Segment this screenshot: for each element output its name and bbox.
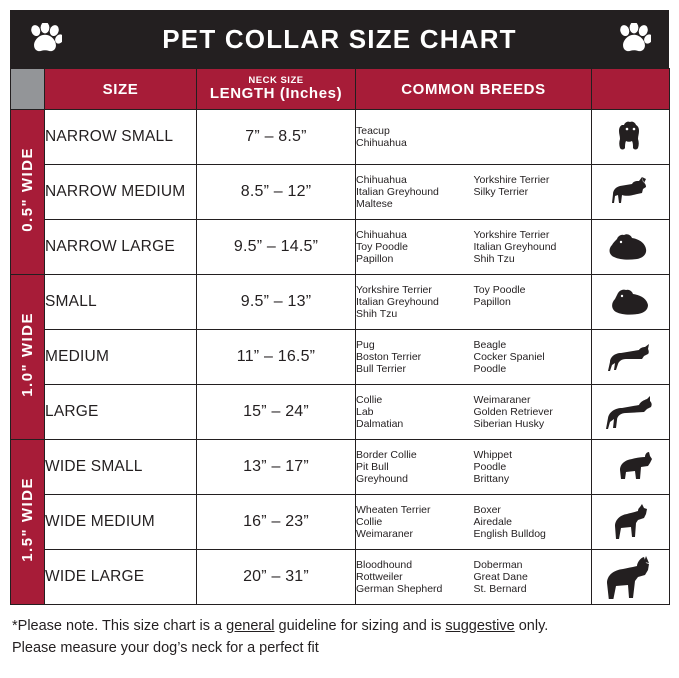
row-size: WIDE SMALL [45, 440, 197, 495]
breeds-column-right [474, 125, 592, 149]
table-row [11, 385, 670, 440]
chart-header [10, 10, 669, 68]
header-neck-size-label: NECK SIZE [248, 75, 304, 86]
breeds-column-left: Chihuahua Italian Greyhound Maltese [356, 174, 439, 210]
breeds-column-right: Beagle Cocker Spaniel Poodle [473, 339, 545, 375]
table-row [11, 440, 670, 495]
footnote [10, 615, 669, 659]
group-label-0-5-wide: 0.5" WIDE [11, 110, 45, 275]
breeds-column-right: Toy Poodle Papillon [473, 284, 526, 308]
breeds-column-left: Yorkshire Terrier Italian Greyhound Shih Tzu [356, 284, 439, 320]
row-breeds [356, 550, 592, 605]
row-breeds [356, 275, 592, 330]
row-length: 7” – 8.5” [197, 110, 356, 165]
paw-print-icon [617, 23, 651, 55]
header-breeds: COMMON BREEDS [356, 69, 592, 110]
dog-silhouette-chihuahua-icon [592, 165, 670, 220]
row-breeds [356, 440, 592, 495]
breeds-column-right: Boxer Airedale English Bulldog [473, 504, 546, 540]
row-breeds [356, 220, 592, 275]
header-length-label: LENGTH (Inches) [209, 85, 343, 102]
dog-silhouette-retriever-icon [592, 385, 670, 440]
table-row [11, 275, 670, 330]
row-size: NARROW MEDIUM [45, 165, 197, 220]
table-row [11, 220, 670, 275]
row-length: 15” – 24” [197, 385, 356, 440]
breeds-column-left: Wheaten Terrier Collie Weimaraner [356, 504, 431, 540]
breeds-column-left: Border Collie Pit Bull Greyhound [356, 449, 417, 485]
header-size: SIZE [45, 69, 197, 110]
footnote-emphasis-suggestive: suggestive [445, 618, 515, 634]
table-row [11, 110, 670, 165]
row-breeds [356, 330, 592, 385]
table-row [11, 550, 670, 605]
header-icon-cell [592, 69, 670, 110]
table-row [11, 495, 670, 550]
paw-print-icon [28, 23, 62, 55]
row-length: 9.5” – 13” [197, 275, 356, 330]
dog-silhouette-pomeranian-icon [592, 220, 670, 275]
row-length: 9.5” – 14.5” [197, 220, 356, 275]
group-label-1-0-wide: 1.0" WIDE [11, 275, 45, 440]
breeds-column-right: Weimaraner Golden Retriever Siberian Husky [473, 394, 553, 430]
row-length: 16” – 23” [197, 495, 356, 550]
breeds-column-right: Whippet Poodle Brittany [473, 449, 513, 485]
breeds-column-left: Teacup Chihuahua [356, 125, 407, 149]
row-breeds [356, 165, 592, 220]
row-breeds [356, 385, 592, 440]
breeds-column-left: Pug Boston Terrier Bull Terrier [356, 339, 422, 375]
footnote-text-a: *Please note. This size chart is a [12, 618, 227, 634]
row-breeds [356, 110, 592, 165]
row-size: NARROW SMALL [45, 110, 197, 165]
row-size: WIDE MEDIUM [45, 495, 197, 550]
row-length: 20” – 31” [197, 550, 356, 605]
size-chart-table [10, 68, 670, 605]
footnote-line-1 [12, 615, 669, 637]
footnote-emphasis-general: general [226, 618, 275, 634]
breeds-column-left: Collie Lab Dalmatian [356, 394, 404, 430]
dog-silhouette-boxer-icon [592, 495, 670, 550]
table-row [11, 330, 670, 385]
breeds-column-right: Yorkshire Terrier Silky Terrier [473, 174, 550, 198]
breeds-column-right: Yorkshire Terrier Italian Greyhound Shih Tzu [473, 229, 557, 265]
row-size: WIDE LARGE [45, 550, 197, 605]
page-title: PET COLLAR SIZE CHART [162, 23, 517, 54]
dog-silhouette-yorkie-icon [592, 110, 670, 165]
row-size: MEDIUM [45, 330, 197, 385]
row-length: 8.5” – 12” [197, 165, 356, 220]
row-size: LARGE [45, 385, 197, 440]
dog-silhouette-doberman-icon [592, 550, 670, 605]
breeds-column-left: Bloodhound Rottweiler German Shepherd [356, 559, 443, 595]
table-header-row [11, 69, 670, 110]
row-size: SMALL [45, 275, 197, 330]
footnote-text-e: only. [514, 618, 549, 634]
row-length: 11” – 16.5” [197, 330, 356, 385]
footnote-text-c: guideline for sizing and is [274, 618, 446, 634]
breeds-column-right: Doberman Great Dane St. Bernard [473, 559, 528, 595]
footnote-line-2: Please measure your dog’s neck for a perfect fit [12, 640, 319, 656]
dog-silhouette-pitbull-icon [592, 440, 670, 495]
row-size: NARROW LARGE [45, 220, 197, 275]
header-corner-cell [11, 69, 45, 110]
dog-silhouette-beagle-icon [592, 330, 670, 385]
dog-silhouette-shihtzu-icon [592, 275, 670, 330]
table-row [11, 165, 670, 220]
group-label-1-5-wide: 1.5" WIDE [11, 440, 45, 605]
header-length [197, 69, 356, 110]
breeds-column-left: Chihuahua Toy Poodle Papillon [356, 229, 408, 265]
row-length: 13” – 17” [197, 440, 356, 495]
row-breeds [356, 495, 592, 550]
